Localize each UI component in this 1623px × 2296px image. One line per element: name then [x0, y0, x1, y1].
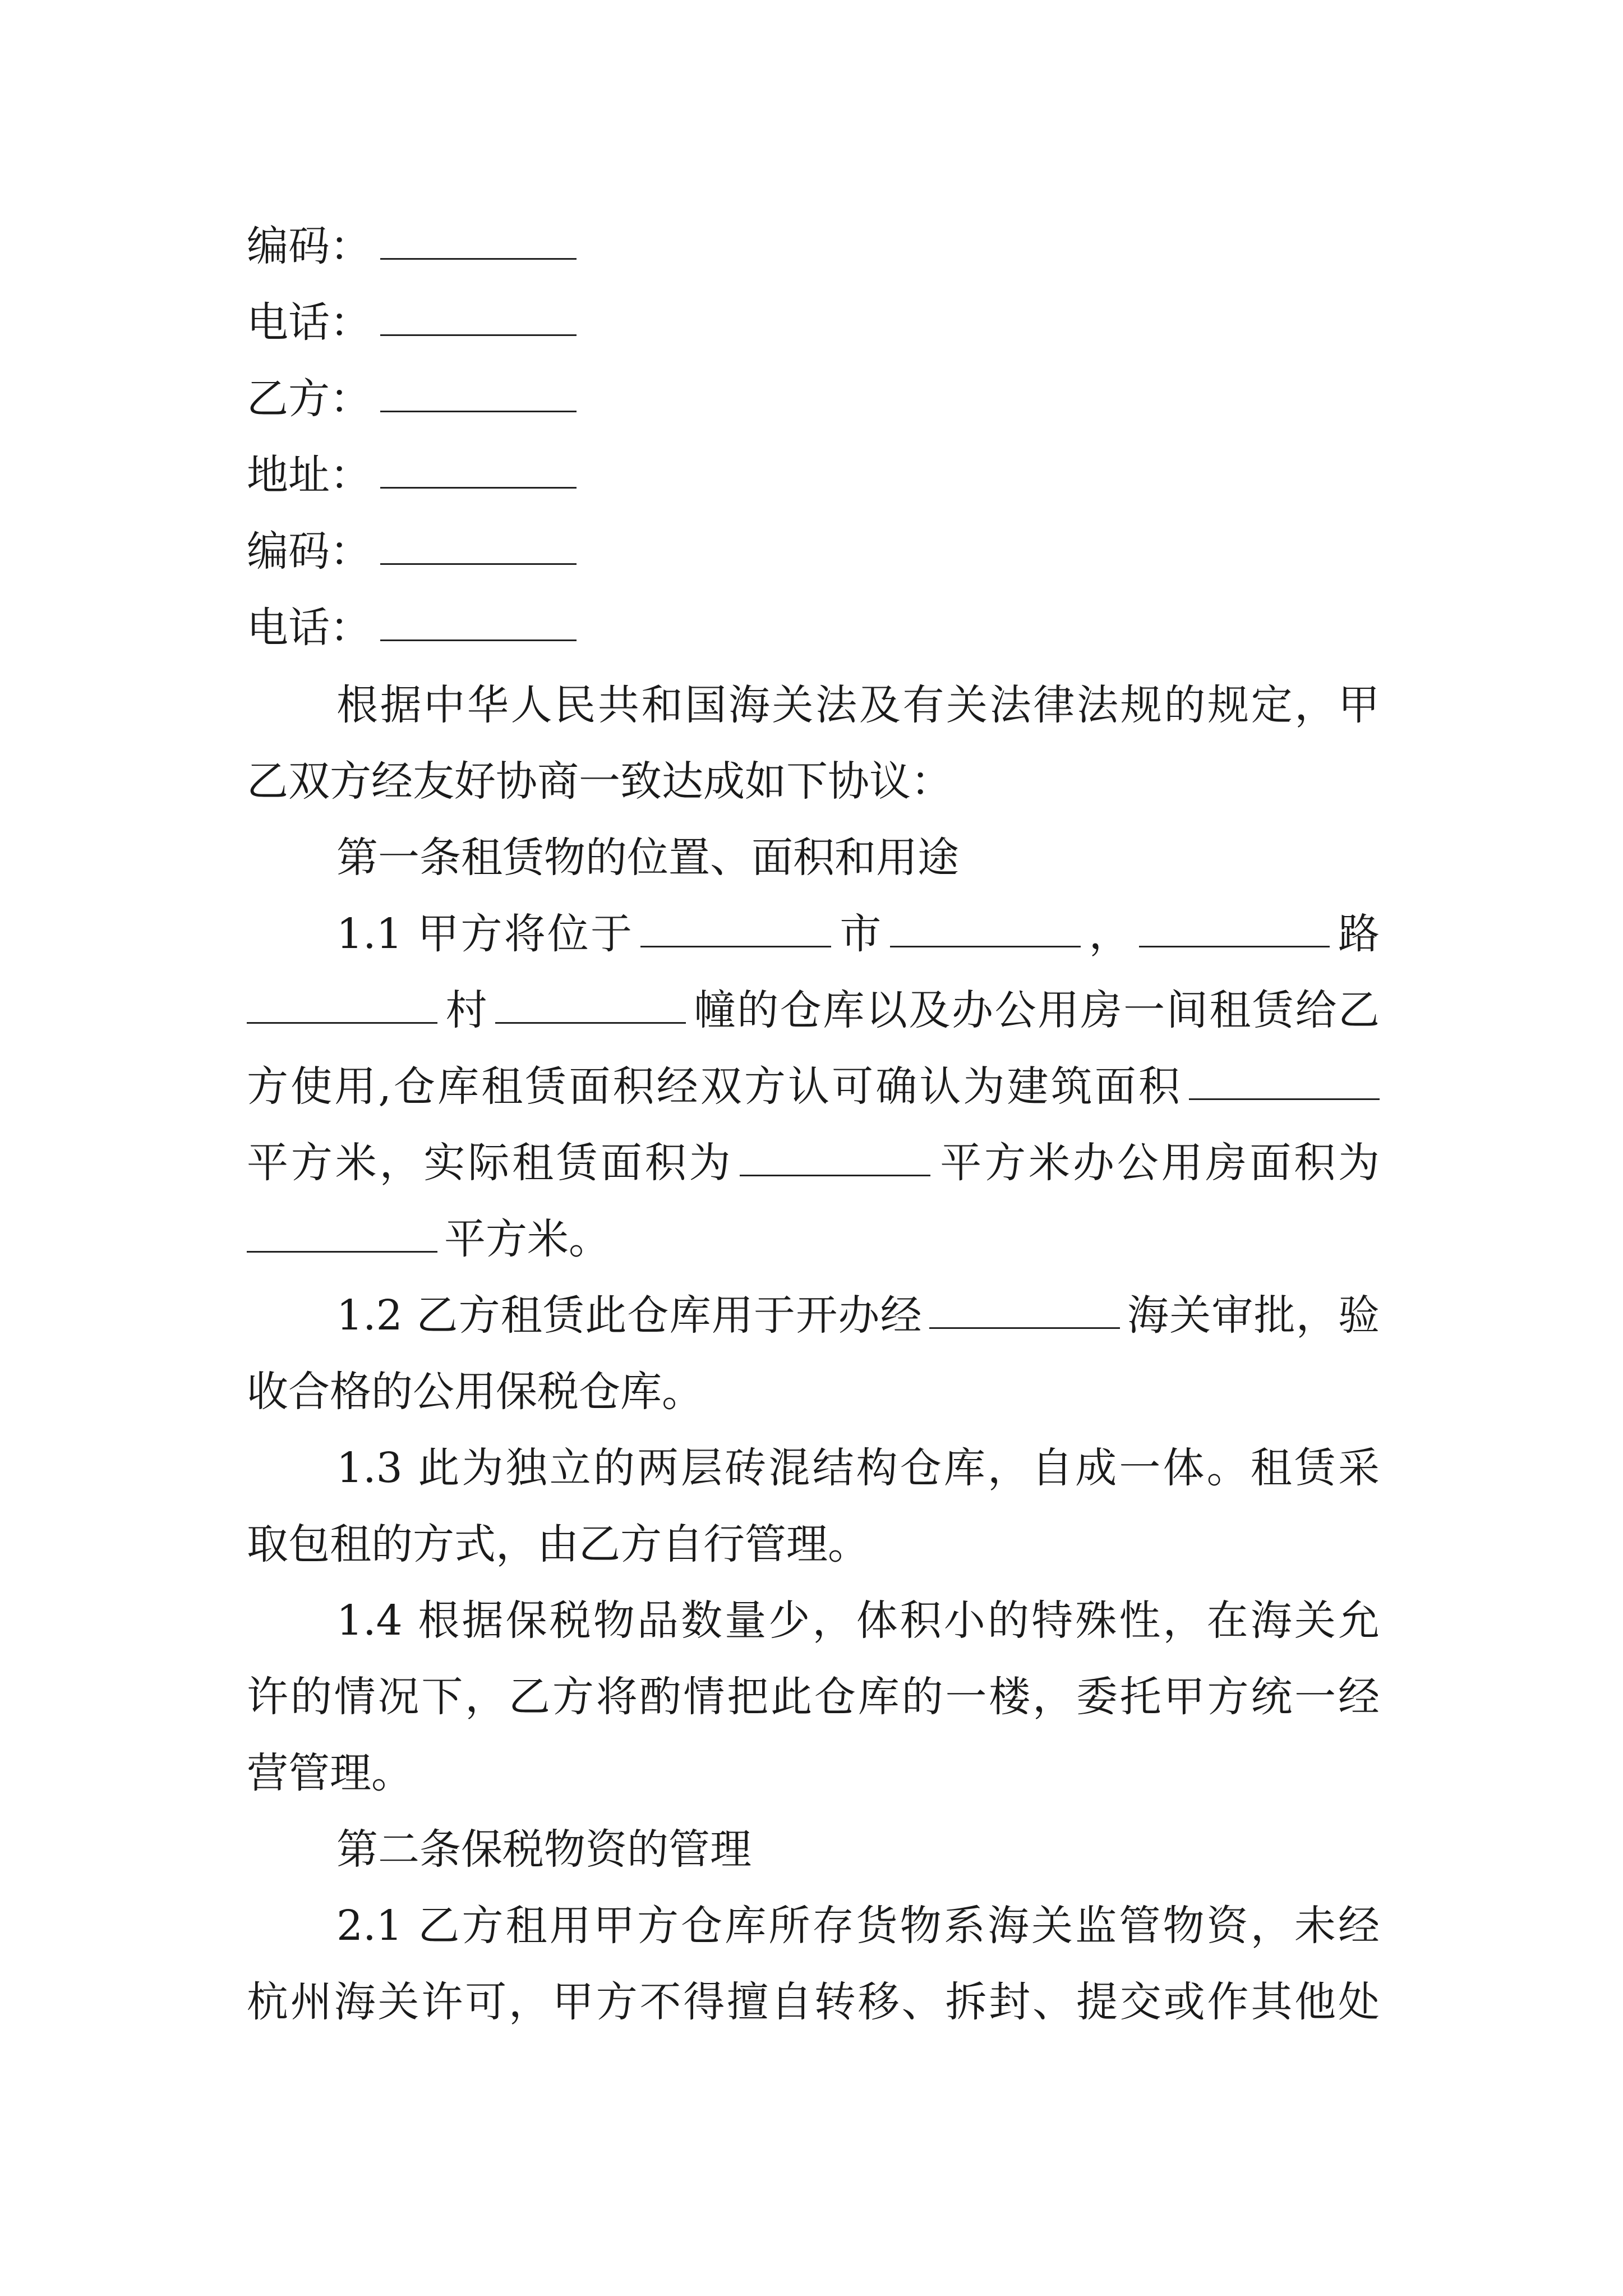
fill-blank [890, 942, 1081, 947]
clause-line: 收合格的公用保税仓库。 [247, 1368, 703, 1416]
clause-line: 营管理。 [247, 1749, 413, 1797]
fill-blank [380, 331, 577, 336]
field-party-b: 乙方： [247, 361, 1380, 437]
clause-line: 许的情况下，乙方将酌情把此仓库的一楼，委托甲方统一经 [247, 1673, 1380, 1721]
clause-line: 1.4 根据保税物品数量少，体积小的特殊性，在海关允 [336, 1596, 1380, 1645]
fill-blank [380, 484, 577, 489]
clause-line: 1.3 此为独立的两层砖混结构仓库，自成一体。租赁采 [336, 1444, 1380, 1492]
fill-blank [247, 1248, 437, 1253]
clause-line: 村 幢的仓库以及办公用房一间租赁给乙 [247, 973, 1380, 1048]
field-phone: 电话： [247, 590, 1380, 666]
fill-blank [380, 407, 577, 412]
field-code: 编码： [247, 209, 1380, 284]
preamble-line: 乙双方经友好协商一致达成如下协议： [247, 757, 952, 806]
field-phone: 电话： [247, 285, 1380, 361]
clause-line: 平方米。 [247, 1202, 1380, 1277]
fill-blank [380, 255, 577, 260]
fill-blank [495, 1019, 686, 1024]
clause-line: 2.1 乙方租用甲方仓库所存货物系海关监管物资，未经 [336, 1902, 1380, 1950]
article-title: 第一条租赁物的位置、面积和用途 [336, 834, 959, 882]
clause-line: 取包租的方式，由乙方自行管理。 [247, 1520, 869, 1568]
clause-line: 平方米，实际租赁面积为 平方米办公用房面积为 [247, 1139, 1380, 1187]
fill-blank [380, 560, 577, 565]
clause-line: 杭州海关许可，甲方不得擅自转移、拆封、提交或作其他处 [247, 1978, 1380, 2026]
fill-blank [929, 1324, 1120, 1329]
article-title: 第二条保税物资的管理 [336, 1825, 751, 1874]
fill-blank [1139, 942, 1330, 947]
clause-line: 1.1 甲方将位于 市 ， 路 [336, 910, 1380, 958]
fill-blank [640, 942, 831, 947]
fill-blank [380, 636, 577, 641]
preamble-line: 根据中华人民共和国海关法及有关法律法规的规定，甲 [336, 681, 1380, 729]
clause-line: 1.2 乙方租赁此仓库用于开办经 海关审批，验 [336, 1291, 1380, 1340]
fill-blank [740, 1171, 930, 1176]
field-address: 地址： [247, 438, 1380, 513]
fill-blank [1189, 1095, 1380, 1100]
field-code: 编码： [247, 514, 1380, 590]
clause-line: 方使用,仓库租赁面积经双方认可确认为建筑面积 [247, 1049, 1380, 1125]
fill-blank [247, 1019, 437, 1024]
